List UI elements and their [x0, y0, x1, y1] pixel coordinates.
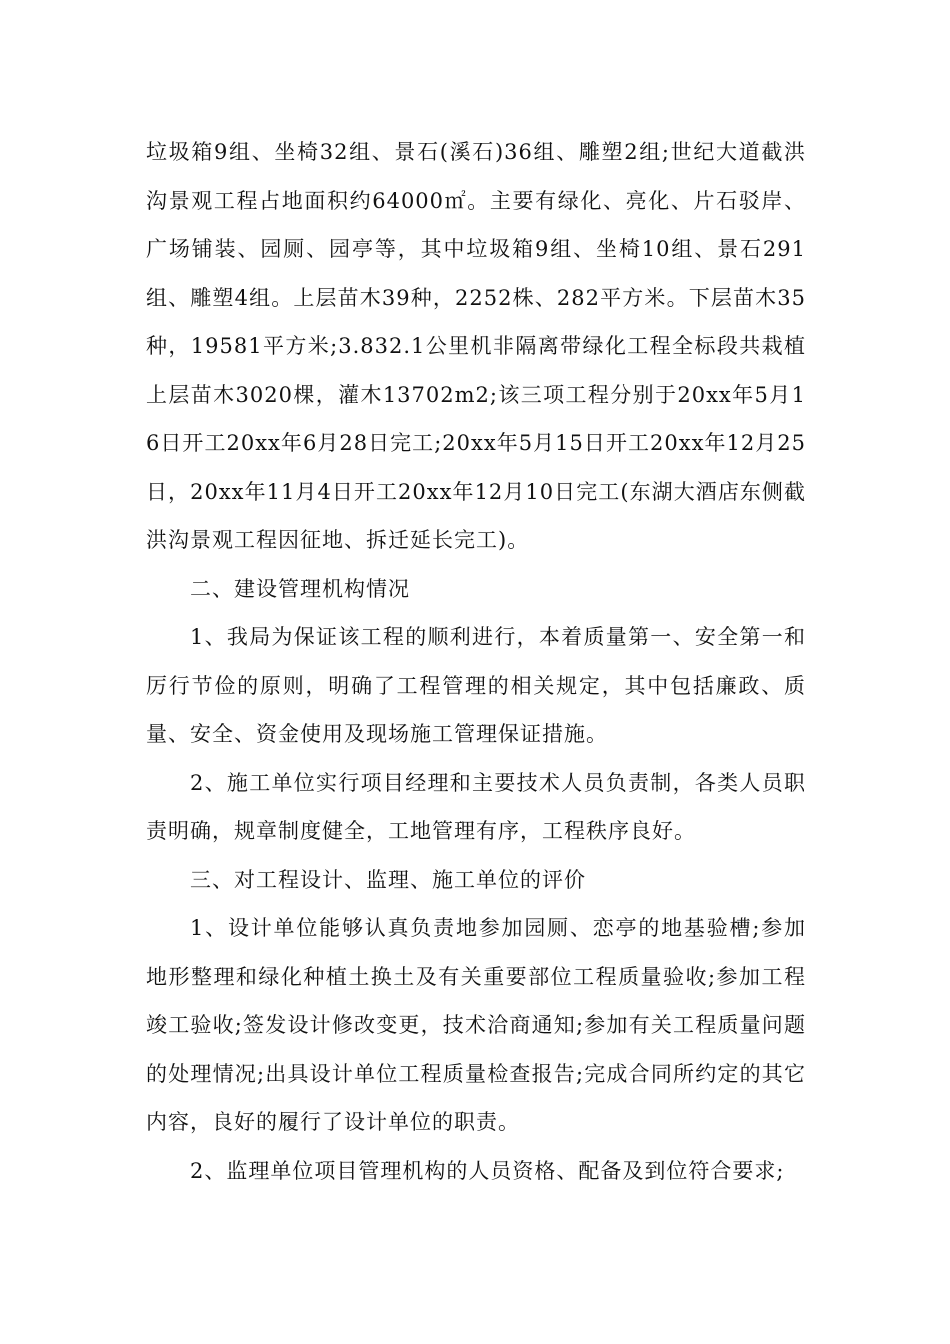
paragraph-project-scope: 垃圾箱9组、坐椅32组、景石(溪石)36组、雕塑2组;世纪大道截洪沟景观工程占地面积约64000㎡。主要有绿化、亮化、片石驳岸、广场铺装、园厕、园亭等，其中垃圾箱9组、坐椅10组、景石291组、雕塑4组。上层苗木39种，2252株、282平方米。下层苗木35种，19581平方米;3.832.1公里机非隔离带绿化工程全标段共栽植上层苗木3020棵，灌木13702m2;该三项工程分别于20xx年5月16日开工20xx年6月28日完工;20xx年5月15日开工20xx年12月25日，20xx年11月4日开工20xx年12月10日完工(东湖大酒店东侧截洪沟景观工程因征地、拆迁延长完工)。	[146, 140, 806, 552]
section-heading-evaluation: 三、对工程设计、监理、施工单位的评价	[190, 867, 586, 892]
section-heading-management: 二、建设管理机构情况	[190, 576, 410, 601]
document-body	[146, 128, 806, 1195]
paragraph-management-1: 1、我局为保证该工程的顺利进行，本着质量第一、安全第一和厉行节俭的原则，明确了工程管理的相关规定，其中包括廉政、质量、安全、资金使用及现场施工管理保证措施。	[146, 625, 806, 746]
paragraph-management-2: 2、施工单位实行项目经理和主要技术人员负责制，各类人员职责明确，规章制度健全，工地管理有序，工程秩序良好。	[146, 770, 806, 843]
paragraph-evaluation-1: 1、设计单位能够认真负责地参加园厕、恋亭的地基验槽;参加地形整理和绿化种植土换土及有关重要部位工程质量验收;参加工程竣工验收;签发设计修改变更，技术洽商通知;参加有关工程质量问题的处理情况;出具设计单位工程质量检查报告;完成合同所约定的其它内容，良好的履行了设计单位的职责。	[146, 916, 806, 1134]
paragraph-evaluation-2: 2、监理单位项目管理机构的人员资格、配备及到位符合要求;	[190, 1158, 785, 1183]
